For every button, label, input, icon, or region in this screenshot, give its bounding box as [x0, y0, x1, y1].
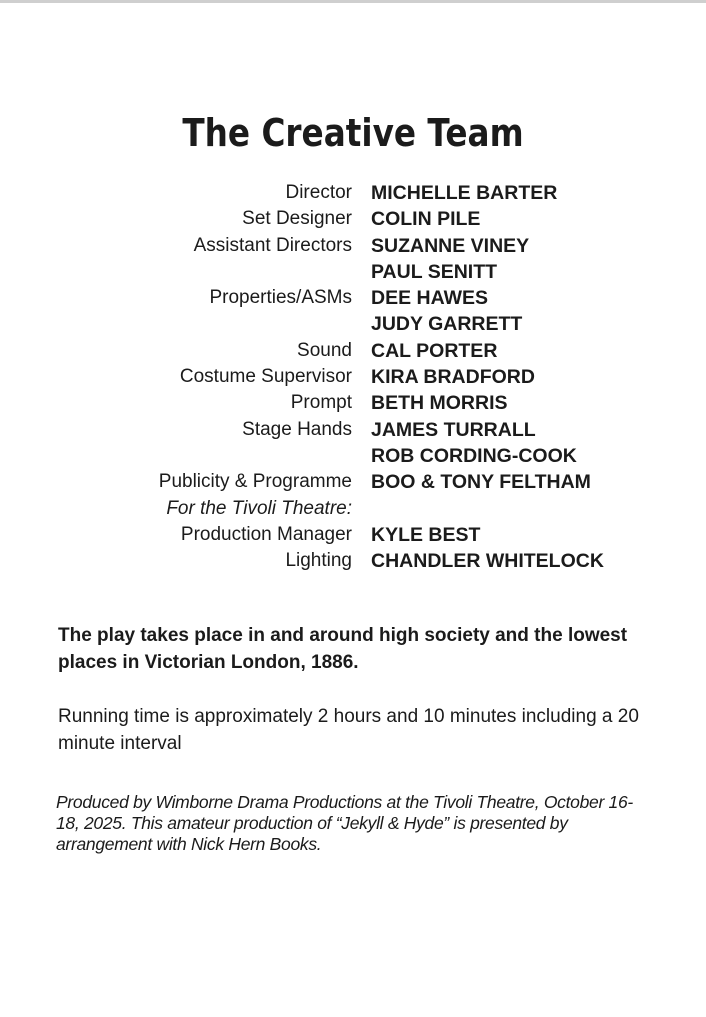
credit-row: [0, 417, 706, 443]
credit-row: [0, 180, 706, 206]
credit-role: Production Manager: [180, 523, 352, 545]
credit-role: Costume Supervisor: [179, 366, 352, 388]
credit-row: [0, 206, 706, 232]
credit-name: ROB CORDING-COOK: [371, 444, 577, 467]
credit-row: [0, 233, 706, 259]
setting-note: The play takes place in and around high society and the lowest places in Victorian London, 1886.: [58, 625, 628, 673]
credit-role: Director: [285, 182, 352, 203]
credit-name: KIRA BRADFORD: [371, 366, 535, 389]
credit-role: Set Designer: [242, 208, 352, 230]
credit-name: DEE HAWES: [371, 287, 489, 310]
credit-role: Stage Hands: [242, 418, 352, 440]
credit-row: [0, 443, 706, 469]
credit-row: [0, 311, 706, 337]
credit-role: Assistant Directors: [193, 234, 352, 256]
credit-row: [0, 548, 706, 574]
credit-name: BETH MORRIS: [371, 392, 508, 415]
credit-role: Sound: [297, 339, 352, 361]
credit-name: JAMES TURRALL: [371, 418, 536, 441]
page-title: The Creative Team: [182, 111, 524, 155]
credits-list: [0, 180, 706, 574]
credit-role: Prompt: [290, 392, 352, 414]
credit-name: BOO & TONY FELTHAM: [371, 471, 591, 494]
credit-role: Properties/ASMs: [209, 287, 352, 309]
credit-name: KYLE BEST: [371, 523, 481, 546]
credit-name: PAUL SENITT: [371, 260, 498, 283]
production-credit-note: Produced by Wimborne Drama Productions at the Tivoli Theatre, October 16-18, 2025. This amateur production of “Jekyll & Hyde” is presented by arrangement with Nick Hern Books.: [56, 792, 633, 854]
credit-role: Publicity & Programme: [158, 471, 352, 493]
credit-name: CAL PORTER: [371, 339, 498, 362]
credit-row: [0, 364, 706, 390]
running-time-note: Running time is approximately 2 hours and 10 minutes including a 20 minute interval: [58, 706, 639, 754]
credit-name: JUDY GARRETT: [371, 313, 523, 336]
credit-row: [0, 469, 706, 495]
credit-role: Lighting: [285, 550, 352, 572]
top-border-rule: [0, 0, 706, 3]
credit-row: [0, 522, 706, 548]
credit-row: [0, 285, 706, 311]
credit-name: SUZANNE VINEY: [371, 234, 530, 257]
credit-section-heading: For the Tivoli Theatre:: [166, 497, 352, 519]
credit-row: [0, 496, 706, 522]
credit-row: [0, 259, 706, 285]
credit-name: MICHELLE BARTER: [371, 182, 558, 204]
credit-row: [0, 390, 706, 416]
credit-row: [0, 338, 706, 364]
credit-name: CHANDLER WHITELOCK: [371, 550, 604, 573]
credit-name: COLIN PILE: [371, 208, 481, 231]
